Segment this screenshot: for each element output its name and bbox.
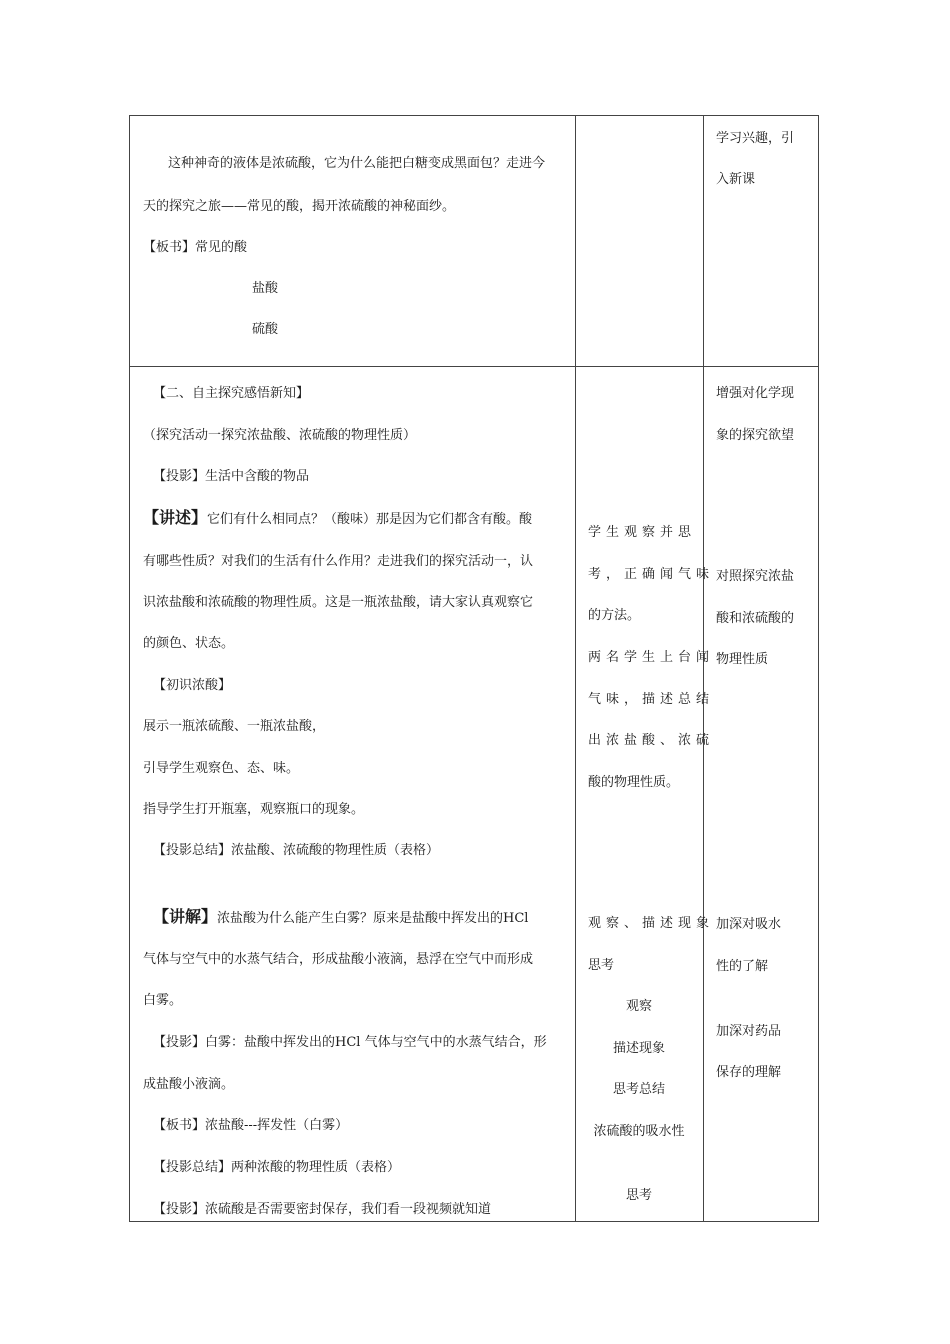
student-activity: 思考	[588, 958, 615, 973]
student-activity: 学生观察并思	[588, 525, 697, 540]
activity-title: （探究活动一探究浓盐酸、浓硫酸的物理性质）	[143, 428, 417, 443]
intent-text: 酸和浓硫酸的	[716, 611, 795, 626]
projection-text: 【投影】浓硫酸是否需要密封保存，我们看一段视频就知道	[153, 1202, 492, 1217]
student-activity: 思考总结	[612, 1082, 665, 1097]
student-activity: 观察、描述现象	[588, 916, 715, 931]
column-divider-2	[703, 116, 704, 1221]
student-activity: 思考	[625, 1188, 652, 1203]
row1-text-line: 这种神奇的液体是浓硫酸，它为什么能把白糖变成黑面包？走进今	[168, 156, 546, 171]
intent-text: 学习兴趣，引	[716, 131, 795, 146]
student-activity: 出浓盐酸、浓硫	[588, 733, 715, 748]
board-item-hydrochloric: 盐酸	[252, 281, 279, 296]
intent-text: 加深对吸水	[716, 917, 782, 932]
lecture-line	[143, 509, 532, 529]
explain-text: 浓盐酸为什么能产生白雾？原来是盐酸中挥发出的HCl	[217, 911, 529, 926]
row1-text-line: 天的探究之旅——常见的酸，揭开浓硫酸的神秘面纱。	[143, 199, 456, 214]
lecture-text: 的颜色、状态。	[143, 636, 235, 651]
step-text: 引导学生观察色、态、味。	[143, 761, 300, 776]
explain-text: 白雾。	[143, 993, 183, 1008]
step-text: 指导学生打开瓶塞，观察瓶口的现象。	[143, 802, 365, 817]
board-text: 【板书】浓盐酸---挥发性（白雾）	[153, 1118, 349, 1133]
board-heading: 【板书】常见的酸	[143, 240, 248, 255]
lecture-tag: 【讲述】	[143, 508, 208, 527]
explain-tag: 【讲解】	[153, 907, 218, 926]
intent-text: 对照探究浓盐	[716, 569, 795, 584]
intent-text: 加深对药品	[716, 1024, 782, 1039]
intent-text: 保存的理解	[716, 1065, 782, 1080]
projection-text: 【投影】白雾：盐酸中挥发出的HCl 气体与空气中的水蒸气结合，形	[153, 1035, 547, 1050]
student-activity: 酸的物理性质。	[588, 775, 680, 790]
intent-text: 象的探究欲望	[716, 428, 795, 443]
intent-text: 增强对化学现	[716, 386, 795, 401]
lecture-text: 有哪些性质？对我们的生活有什么作用？走进我们的探究活动一，认	[143, 554, 534, 569]
explain-text: 气体与空气中的水蒸气结合，形成盐酸小液滴，悬浮在空气中而形成	[143, 952, 534, 967]
projection-summary: 【投影总结】浓盐酸、浓硫酸的物理性质（表格）	[153, 843, 440, 858]
intent-text: 性的了解	[716, 959, 769, 974]
lecture-text: 它们有什么相同点？（酸味）那是因为它们都含有酸。酸	[207, 512, 533, 527]
student-activity: 的方法。	[588, 608, 641, 623]
projection-text: 【投影】生活中含酸的物品	[153, 469, 310, 484]
student-activity: 气味，描述总结	[588, 692, 715, 707]
intent-text: 入新课	[716, 172, 756, 187]
projection-text: 成盐酸小液滴。	[143, 1077, 235, 1092]
projection-summary: 【投影总结】两种浓酸的物理性质（表格）	[153, 1160, 401, 1175]
student-activity: 浓硫酸的吸水性	[593, 1124, 685, 1139]
section-heading: 【二、自主探究感悟新知】	[153, 386, 310, 401]
student-activity: 考，正确闻气味	[588, 567, 715, 582]
board-item-sulfuric: 硫酸	[252, 322, 279, 337]
explain-line	[153, 908, 528, 928]
subheading: 【初识浓酸】	[153, 678, 232, 693]
student-activity: 描述现象	[612, 1041, 665, 1056]
student-activity: 两名学生上台闻	[588, 650, 715, 665]
row-divider	[130, 366, 818, 367]
step-text: 展示一瓶浓硫酸、一瓶浓盐酸，	[143, 719, 326, 734]
intent-text: 物理性质	[716, 652, 769, 667]
lecture-text: 识浓盐酸和浓硫酸的物理性质。这是一瓶浓盐酸，请大家认真观察它	[143, 595, 534, 610]
student-activity: 观察	[625, 999, 652, 1014]
